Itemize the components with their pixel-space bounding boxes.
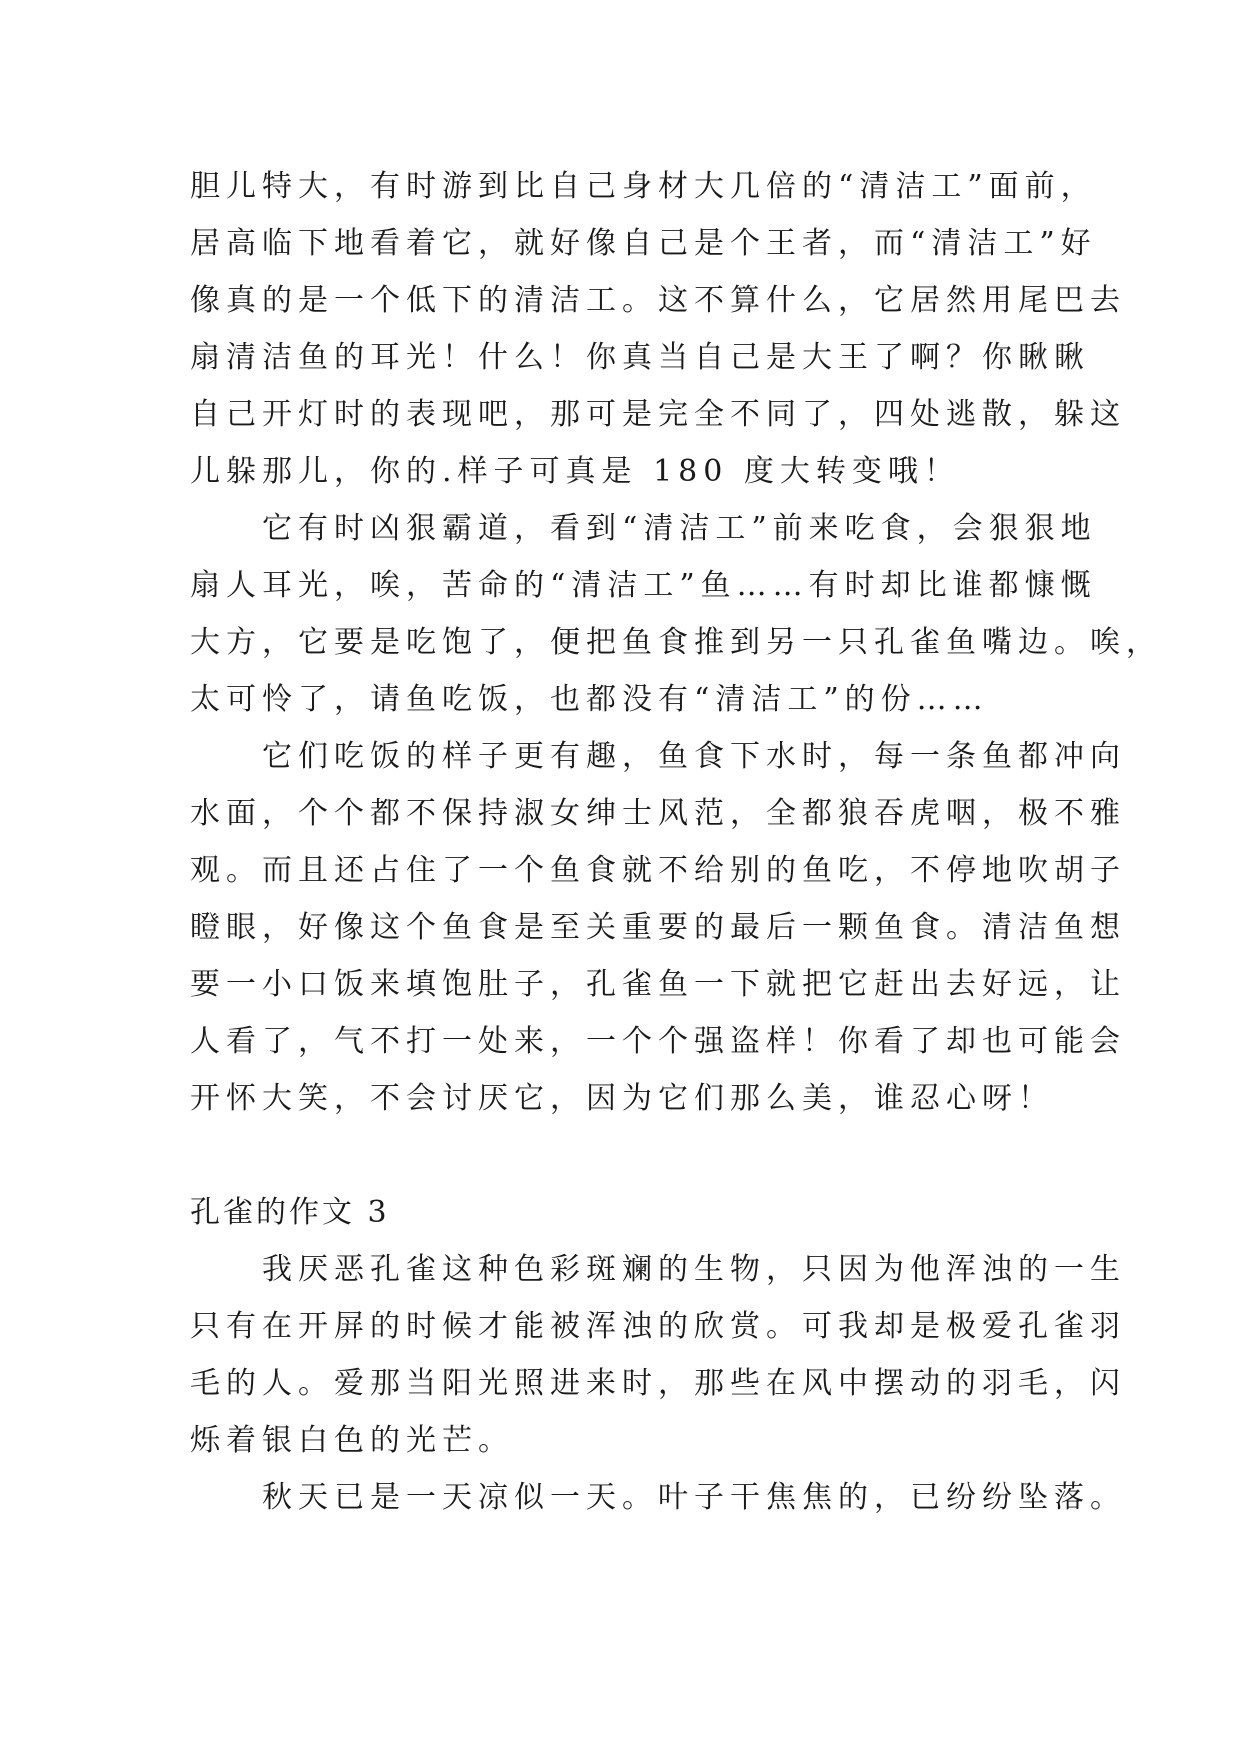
text-line: 胆儿特大，有时游到比自己身材大几倍的“清洁工”面前， — [190, 169, 1097, 204]
text-line: 人看了，气不打一处来，一个个强盗样！你看了却也可能会 — [190, 1024, 1126, 1059]
text-line: 居高临下地看着它，就好像自己是个王者，而“清洁工”好 — [190, 226, 1097, 261]
paragraph — [190, 158, 1126, 500]
text-line: 太可怜了，请鱼吃饭，也都没有“清洁工”的份…… — [190, 682, 989, 717]
paragraph — [190, 500, 1162, 728]
text-line: 它有时凶狠霸道，看到“清洁工”前来吃食，会狠狠地 — [262, 511, 1097, 546]
text-line: 开怀大笑，不会讨厌它，因为它们那么美，谁忍心呀！ — [190, 1081, 1054, 1116]
text-line: 我厌恶孔雀这种色彩斑斓的生物，只因为他浑浊的一生 — [262, 1252, 1126, 1287]
paragraph — [190, 1469, 1126, 1526]
text-line: 扇人耳光，唉，苦命的“清洁工”鱼……有时却比谁都慷慨 — [190, 568, 1097, 603]
paragraph — [190, 1241, 1126, 1469]
document-body — [190, 158, 1162, 1526]
text-line: 扇清洁鱼的耳光！什么！你真当自己是大王了啊？你瞅瞅 — [190, 340, 1090, 375]
text-line: 烁着银白色的光芒。 — [190, 1423, 514, 1458]
text-line: 它们吃饭的样子更有趣，鱼食下水时，每一条鱼都冲向 — [262, 739, 1126, 774]
paragraph-spacer — [190, 1127, 1070, 1184]
text-line: 大方，它要是吃饱了，便把鱼食推到另一只孔雀鱼嘴边。唉， — [190, 625, 1162, 660]
text-line: 毛的人。爱那当阳光照进来时，那些在风中摆动的羽毛，闪 — [190, 1366, 1126, 1401]
text-line: 只有在开屏的时候才能被浑浊的欣赏。可我却是极爱孔雀羽 — [190, 1309, 1126, 1344]
text-line: 水面，个个都不保持淑女绅士风范，全都狼吞虎咽，极不雅 — [190, 796, 1126, 831]
text-line: 观。而且还占住了一个鱼食就不给别的鱼吃，不停地吹胡子 — [190, 853, 1126, 888]
text-line: 瞪眼，好像这个鱼食是至关重要的最后一颗鱼食。清洁鱼想 — [190, 910, 1126, 945]
section-heading: 孔雀的作文 3 — [190, 1195, 390, 1230]
text-line: 像真的是一个低下的清洁工。这不算什么，它居然用尾巴去 — [190, 283, 1126, 318]
text-line: 秋天已是一天凉似一天。叶子干焦焦的，已纷纷坠落。 — [262, 1480, 1126, 1515]
text-line: 自己开灯时的表现吧，那可是完全不同了，四处逃散，躲这 — [190, 397, 1126, 432]
text-line: 要一小口饭来填饱肚子，孔雀鱼一下就把它赶出去好远，让 — [190, 967, 1126, 1002]
paragraph — [190, 728, 1126, 1127]
text-line: 儿躲那儿，你的.样子可真是 180 度大转变哦！ — [190, 454, 960, 489]
